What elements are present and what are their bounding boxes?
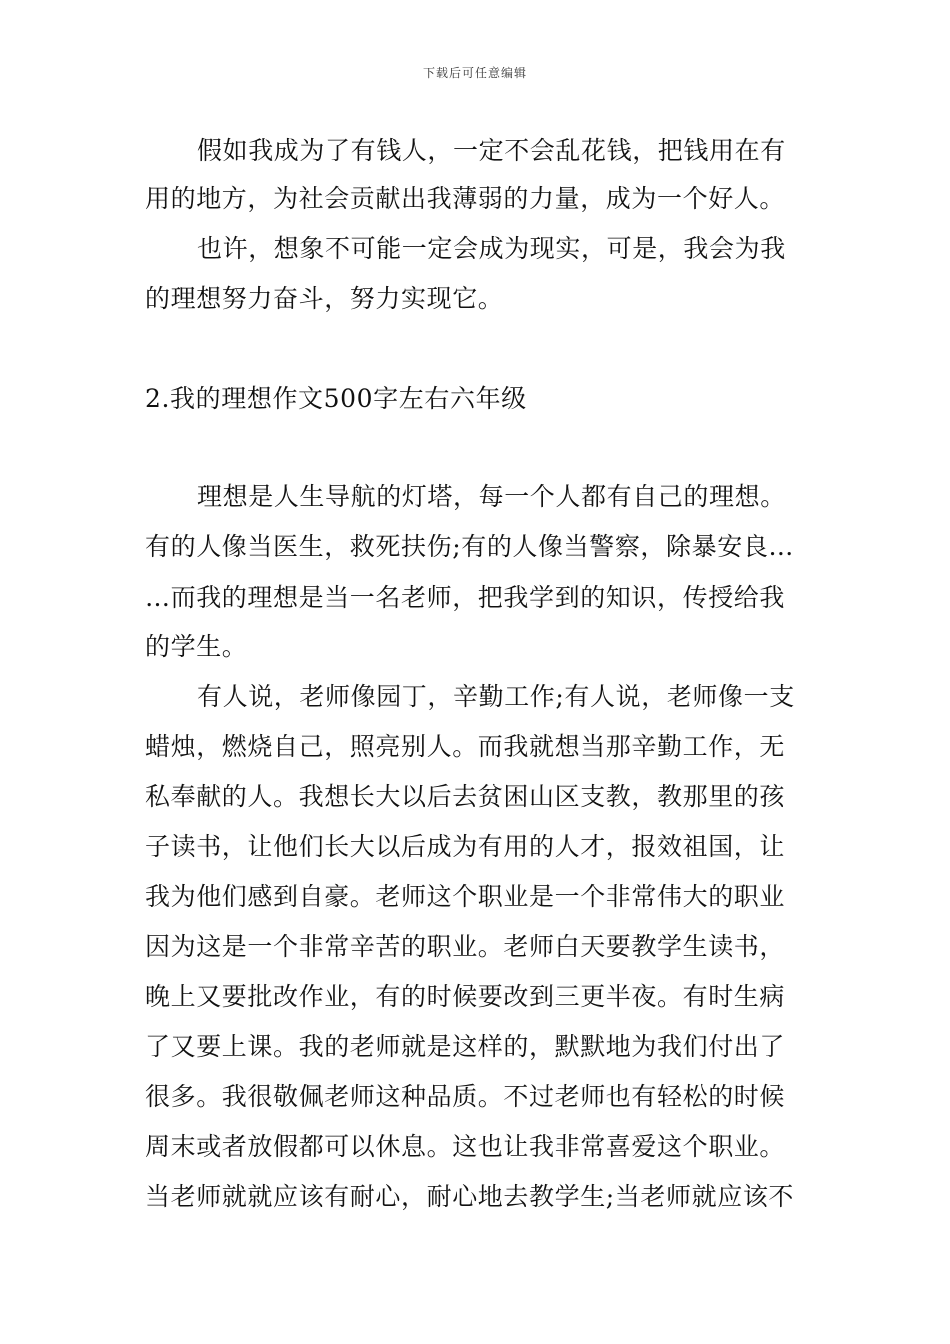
text-line: 的学生。	[145, 632, 248, 661]
text-line: 晚上又要批改作业，有的时候要改到三更半夜。有时生病	[145, 982, 786, 1011]
text-line: 理想是人生导航的灯塔，每一个人都有自己的理想。	[197, 482, 786, 511]
text-line: 因为这是一个非常辛苦的职业。老师白天要教学生读书，	[145, 932, 786, 961]
text-line: 也许，想象不可能一定会成为现实，可是，我会为我	[197, 234, 786, 263]
text-line: 私奉献的人。我想长大以后去贫困山区支教，教那里的孩	[145, 782, 786, 811]
text-line: …而我的理想是当一名老师，把我学到的知识，传授给我	[145, 583, 786, 612]
section-heading: 2.我的理想作文500字左右六年级	[145, 384, 527, 413]
text-line: 当老师就就应该有耐心，耐心地去教学生;当老师就应该不	[145, 1182, 795, 1211]
page-header: 下载后可任意编辑	[422, 66, 527, 80]
text-line: 了又要上课。我的老师就是这样的，默默地为我们付出了	[145, 1032, 786, 1061]
text-line: 子读书，让他们长大以后成为有用的人才，报效祖国，让	[145, 832, 786, 861]
text-line: 假如我成为了有钱人，一定不会乱花钱，把钱用在有	[197, 136, 786, 165]
text-line: 我为他们感到自豪。老师这个职业是一个非常伟大的职业	[145, 882, 786, 911]
text-line: 的理想努力奋斗，努力实现它。	[145, 284, 504, 313]
text-line: 有的人像当医生，救死扶伤;有的人像当警察，除暴安良…	[145, 532, 795, 561]
text-line: 蜡烛，燃烧自己，照亮别人。而我就想当那辛勤工作，无	[145, 732, 786, 761]
text-line: 有人说，老师像园丁，辛勤工作;有人说，老师像一支	[197, 682, 795, 711]
text-line: 很多。我很敬佩老师这种品质。不过老师也有轻松的时候	[145, 1082, 786, 1111]
text-line: 用的地方，为社会贡献出我薄弱的力量，成为一个好人。	[145, 184, 786, 213]
text-line: 周末或者放假都可以休息。这也让我非常喜爱这个职业。	[145, 1132, 786, 1161]
